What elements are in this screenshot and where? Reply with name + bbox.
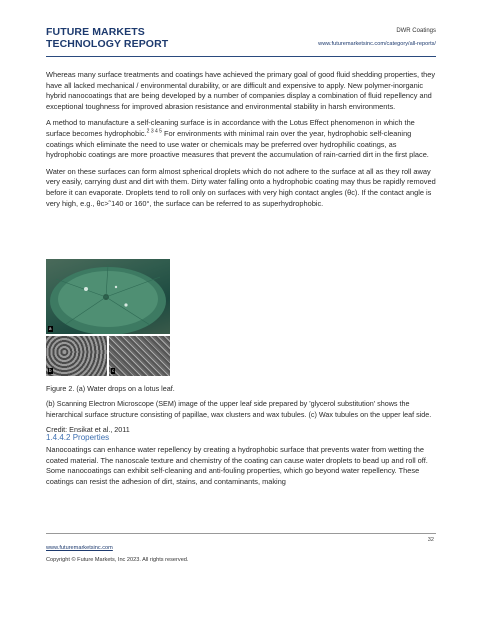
paragraph-2-part-a: A method to manufacture a self-cleaning surface is in accordance with the Lotus Effect phenomenon in which the surface becomes hydrophobic. — [46, 118, 415, 138]
header-divider — [46, 56, 436, 57]
section-heading: 1.4.4.2 Properties — [46, 433, 110, 442]
water-drop — [124, 303, 127, 306]
paragraph-3: Water on these surfaces can form almost spherical droplets which do not adhere to the surface at all as they roll away very easily, carrying dust and dirt with them. Dirty water falling onto a hydrophobic coating may thus be rapidly removed before it can evaporate. Droplets tend to roll only on surfaces with very high contact angles (θc). If the contact angle is very high, e.g., θc>˜140 or 160°, the surface can be referred to as superhydrophobic. — [46, 166, 436, 208]
page-header — [46, 26, 436, 56]
lotus-figure — [46, 259, 170, 376]
header-url-link[interactable]: www.futuremarketsinc.com/category/all-reports/ — [318, 41, 436, 47]
sem-image-papillae — [46, 336, 107, 376]
page-number: 32 — [427, 537, 434, 543]
lotus-leaf-photo — [46, 259, 170, 334]
panel-label-b: b — [49, 368, 52, 373]
footer-divider — [46, 533, 436, 534]
document-title: DWR Coatings — [396, 28, 436, 34]
brand-name: FUTURE MARKETS — [46, 26, 145, 38]
panel-label-c: c — [112, 368, 115, 373]
body-text — [46, 70, 438, 215]
paragraph-1: Whereas many surface treatments and coatings have achieved the primary goal of good fluid shedding properties, they have all lacked mechanical / environmental durability, or are difficult and expensive to apply. New polymer-inorganic hybrid nanocoatings that are being developed by a number of companies display a combination of fluid repellency and exceptional toughness for improved abrasion resistance and environmental stability in harsh environments. — [46, 70, 436, 111]
lotus-leaf-illustration — [46, 259, 170, 334]
reference-markers: 2 3 4 5 — [146, 128, 162, 135]
sem-image-wax-tubules — [109, 336, 170, 376]
panel-label-a: a — [49, 326, 52, 331]
caption-credit: Credit: Ensikat et al., 2011 — [46, 425, 130, 435]
paragraph-2-part-b: For environments with minimal rain over the year, hydrophobic self-cleaning coatings which eliminate the need to use water or chemicals may be preferred over hydrophilic coatings, as hydrophobic coatings are more proactive measures that prevent the accumulation of rain-carried dirt in the first place. — [46, 128, 429, 160]
water-drop — [115, 286, 117, 288]
properties-section — [46, 432, 438, 487]
water-drop — [84, 287, 88, 291]
caption-line-2: (b) Scanning Electron Microscope (SEM) image of the upper leaf side prepared by 'glycerol substitution' shows the hierarchical surface structure consisting of papillae, wax clusters and wax tubules. (c) Wax tubules on the upper leaf side. — [46, 399, 432, 419]
brand-subtitle: TECHNOLOGY REPORT — [46, 38, 169, 50]
section-paragraph: Nanocoatings can enhance water repellency by creating a hydrophobic surface that prevents water from wetting the coated material. The nanoscale texture and chemistry of the coating can cause water droplets to bead up and roll off. Some nanocoatings can exhibit self-cleaning and anti-fouling properties, which go beyond water repellency. These coatings can resist the adhesion of dirt, stains, and contaminants, making — [46, 445, 428, 486]
paragraph-2 — [46, 118, 438, 160]
footer-copyright: Copyright © Future Markets, Inc 2023. All rights reserved. — [46, 557, 189, 563]
caption-line-1: Figure 2. (a) Water drops on a lotus leaf. — [46, 384, 175, 393]
footer-website-link[interactable]: www.futuremarketsinc.com — [46, 545, 113, 551]
